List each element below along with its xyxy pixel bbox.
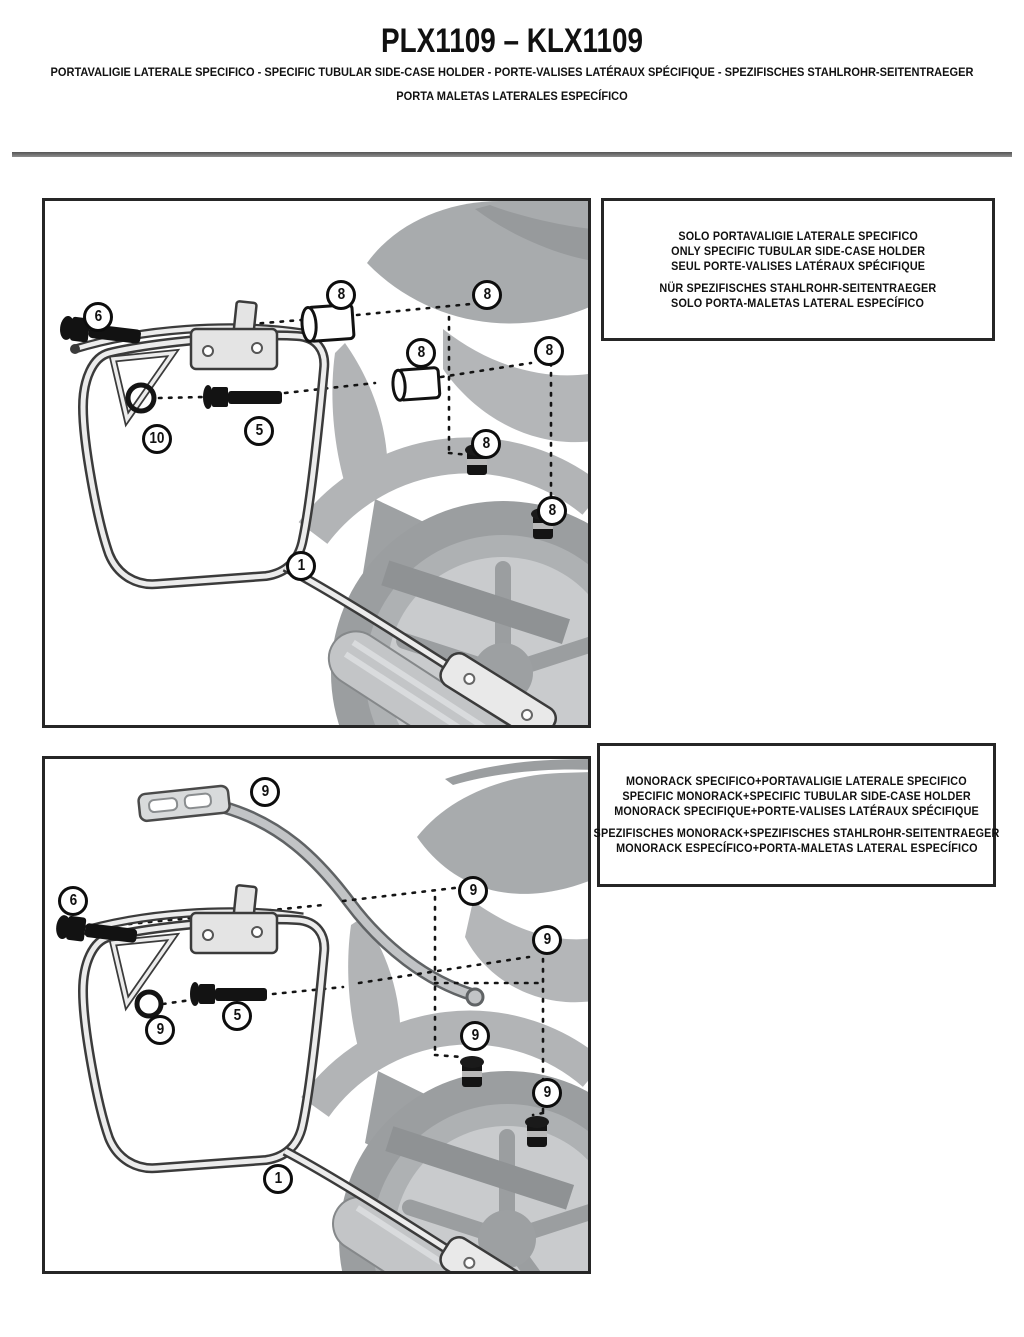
lower-cowl xyxy=(443,329,591,442)
note-line-english: SPECIFIC MONORACK+SPECIFIC TUBULAR SIDE-CASE HOLDER xyxy=(622,789,971,803)
part-number: 9 xyxy=(471,1027,479,1044)
part-callout-8 xyxy=(471,429,501,459)
figure1-illustration xyxy=(45,201,591,728)
subtitle-spanish: PORTA MALETAS LATERALES ESPECÍFICO xyxy=(396,89,628,103)
part-callout-6 xyxy=(58,886,88,916)
part-callout-9 xyxy=(532,925,562,955)
washer-ring-icon xyxy=(137,992,161,1016)
part-callout-9 xyxy=(250,777,280,807)
spacer-bushing-icon xyxy=(392,368,440,401)
note-box-monorack-combo xyxy=(593,743,1000,887)
note-line-italian: SOLO PORTAVALIGIE LATERALE SPECIFICO xyxy=(678,228,918,243)
part-number: 9 xyxy=(469,882,477,899)
part-number: 9 xyxy=(261,783,269,800)
part-number: 8 xyxy=(548,502,556,519)
part-callout-5 xyxy=(244,416,274,446)
part-number: 5 xyxy=(233,1007,241,1024)
part-number: 9 xyxy=(156,1021,164,1038)
note-line-german: NÜR SPEZIFISCHES STAHLROHR-SEITENTRAEGER xyxy=(659,280,937,295)
part-callout-6 xyxy=(83,302,113,332)
part-number: 8 xyxy=(337,286,345,303)
part-callout-1 xyxy=(286,551,316,581)
part-number: 8 xyxy=(417,344,425,361)
figure-side-case-holder-only xyxy=(42,198,591,728)
note-line-spanish: MONORACK ESPECÍFICO+PORTA-MALETAS LATERAL ESPECÍFICO xyxy=(615,841,978,855)
part-callout-8 xyxy=(406,338,436,368)
part-number: 8 xyxy=(483,286,491,303)
part-callout-9 xyxy=(460,1021,490,1051)
monorack-plate xyxy=(138,785,230,821)
subtitle-multilanguage: PORTAVALIGIE LATERALE SPECIFICO - SPECIFIC TUBULAR SIDE-CASE HOLDER - PORTE-VALISES LATÉRAUX SPÉCIFIQUE - SPEZIFISCHES STAHLROHR-SEITENTRAEGER xyxy=(50,65,974,79)
note-line-english: ONLY SPECIFIC TUBULAR SIDE-CASE HOLDER xyxy=(670,243,926,258)
note-line-spanish: SOLO PORTA-MALETAS LATERAL ESPECÍFICO xyxy=(671,295,925,310)
note-line-italian: MONORACK SPECIFICO+PORTAVALIGIE LATERALE SPECIFICO xyxy=(626,774,967,788)
note-box-side-case-only xyxy=(601,198,995,341)
part-number: 1 xyxy=(297,557,305,574)
figure2-illustration xyxy=(45,759,591,1274)
header-divider xyxy=(12,152,1012,157)
tail-bodywork xyxy=(417,772,591,894)
part-callout-8 xyxy=(537,496,567,526)
clip-nut-icon xyxy=(460,1056,484,1087)
note-line-french: SEUL PORTE-VALISES LATÉRAUX SPÉCIFIQUE xyxy=(670,258,926,273)
part-callout-9 xyxy=(532,1078,562,1108)
motorcycle-rear-silhouette xyxy=(313,201,591,728)
note-line-german: SPEZIFISCHES MONORACK+SPEZIFISCHES STAHLROHR-SEITENTRAEGER xyxy=(593,826,1000,840)
part-number: 9 xyxy=(543,1084,551,1101)
part-callout-9 xyxy=(458,876,488,906)
part-callout-5 xyxy=(222,1001,252,1031)
part-number: 8 xyxy=(482,435,490,452)
part-callout-1 xyxy=(263,1164,293,1194)
part-number: 5 xyxy=(255,422,263,439)
part-number: 8 xyxy=(545,342,553,359)
part-callout-8 xyxy=(472,280,502,310)
part-callout-10 xyxy=(142,424,172,454)
part-number: 6 xyxy=(69,892,77,909)
part-callout-8 xyxy=(534,336,564,366)
page-title: PLX1109 – KLX1109 xyxy=(381,22,643,60)
clip-nut-icon xyxy=(525,1116,549,1147)
part-number: 6 xyxy=(94,308,102,325)
figure-monorack-plus-side-case-holder xyxy=(42,756,591,1274)
part-callout-9 xyxy=(145,1015,175,1045)
lower-cowl xyxy=(465,901,591,1002)
part-callout-8 xyxy=(326,280,356,310)
part-number: 9 xyxy=(543,931,551,948)
socket-bolt-icon xyxy=(203,385,282,409)
spacer-bushing-icon xyxy=(301,304,354,341)
part-number: 1 xyxy=(274,1170,282,1187)
note-line-french: MONORACK SPECIFIQUE+PORTE-VALISES LATÉRAUX SPÉCIFIQUE xyxy=(614,804,979,818)
part-number: 10 xyxy=(149,430,165,447)
